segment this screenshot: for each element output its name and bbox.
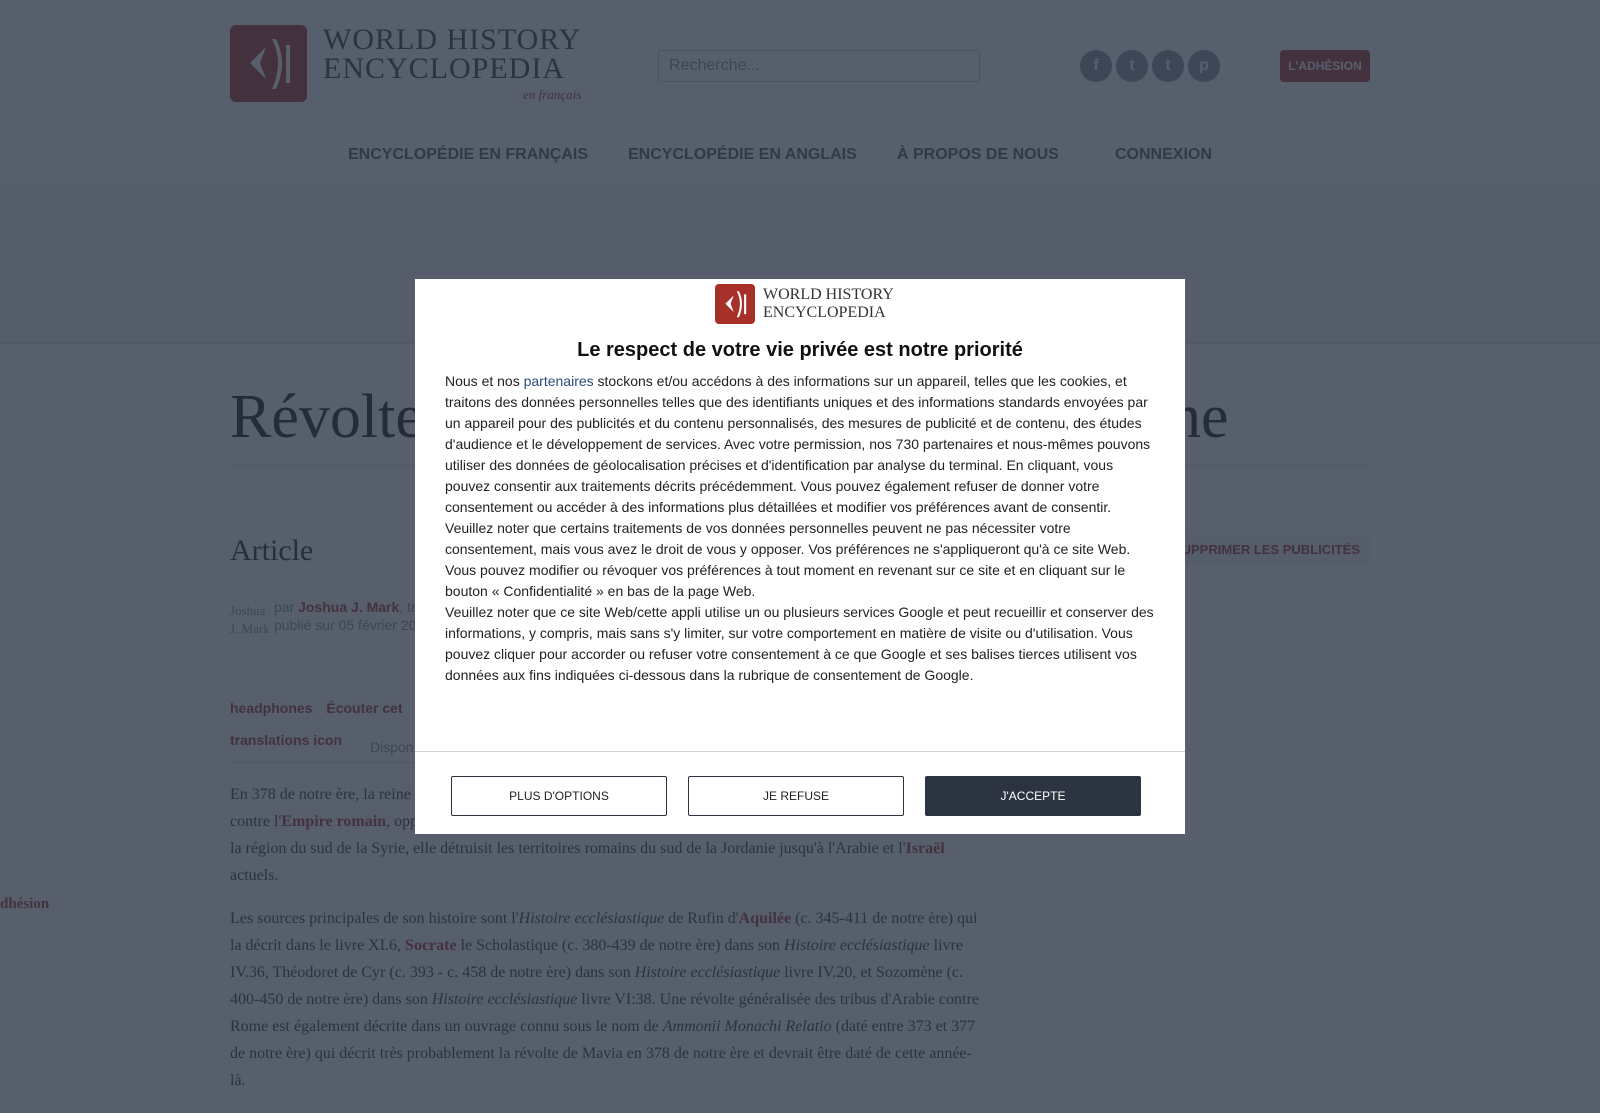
consent-body-google: Veuillez noter que ce site Web/cette appli utilise un ou plusieurs services Google et peut recueillir et conserver des informations, y compris, mais sans s'y limiter, sur votre comportement en matière de visite ou d'utilisation. Vous pouvez cliquer pour accorder ou refuser votre consentement à ce que Google et ses balises tierces utilisent vos données aux fins indiquées ci-dessous dans la rubrique de consentement de Google. [445,604,1154,683]
consent-body [445,371,1157,686]
more-options-button[interactable]: PLUS D'OPTIONS [451,776,667,816]
refuse-button[interactable]: JE REFUSE [688,776,904,816]
consent-logo [715,284,894,324]
consent-body-main: stockons et/ou accédons à des informations sur un appareil, telles que les cookies, et traitons des données personnelles telles que des identifiants uniques et des informations standards envoyées par un appareil pour des publicités et du contenu personnalisés, des mesures de publicité et de contenu, des études d'audience et le développement de services. Avec votre permission, nos 730 partenaires et nous-mêmes pouvons utiliser des données de géolocalisation précises et d'identification par analyse du terminal. En cliquant, vous pouvez consentir aux traitements décrits précédemment. Vous pouvez également refuser de donner votre consentement ou accéder à des informations plus détaillées et modifier vos préférences avant de consentir. Veuillez noter que certains traitements de vos données personnelles peuvent ne pas nécessiter votre consentement, mais vous avez le droit de vous y opposer. Vos préférences ne s'appliqueront qu'à ce site Web. Vous pouvez modifier ou révoquer vos préférences à tout moment en revenant sur ce site et en cliquant sur le bouton « Confidentialité » en bas de la page Web. [445,373,1151,599]
consent-logo-mark-icon [715,284,755,324]
consent-title: Le respect de votre vie privée est notre priorité [577,339,1023,361]
consent-logo-line-1: WORLD HISTORY [763,286,894,303]
consent-body-intro: Nous et nos [445,373,524,389]
consent-divider [415,751,1185,752]
consent-dialog [415,279,1185,834]
partners-link[interactable]: partenaires [523,373,594,389]
accept-button[interactable]: J'ACCEPTE [925,776,1141,816]
consent-logo-line-2: ENCYCLOPEDIA [763,304,886,321]
